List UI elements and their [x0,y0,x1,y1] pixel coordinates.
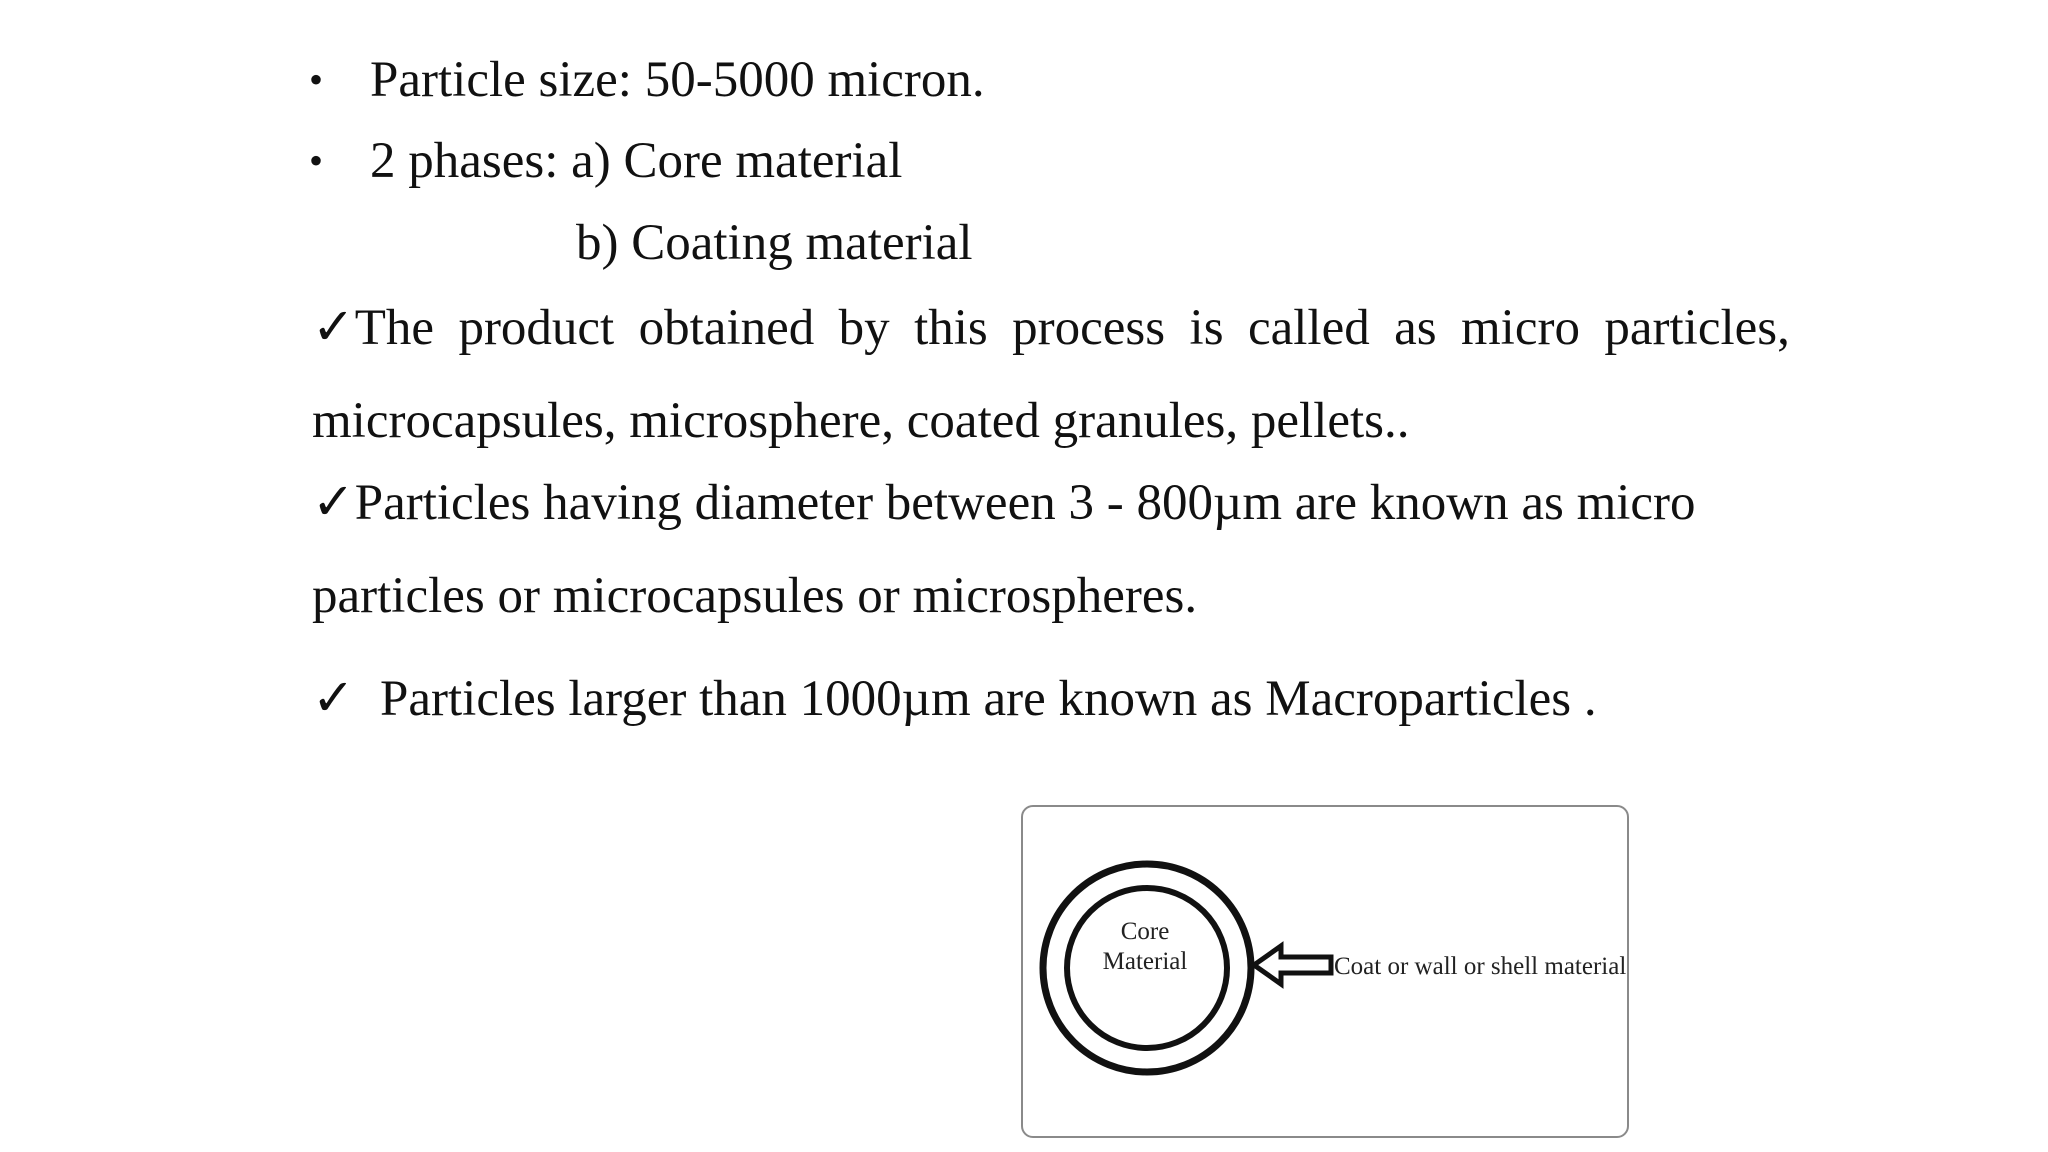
bullet-particle-size: Particle size: 50-5000 micron. [370,52,985,108]
shell-material-label: Coat or wall or shell material [1334,953,1627,980]
word: called [1247,300,1370,356]
bullet-two-phases: 2 phases: a) Core material [370,133,903,189]
word: this [914,300,988,356]
check-micro-continuation: particles or microcapsules or microspheres. [312,568,1198,624]
word: is [1189,300,1224,356]
word: by [838,300,890,356]
microcapsule-diagram [1021,805,1629,1138]
word: particles, [1604,300,1790,356]
word: as [1394,300,1437,356]
core-label-line1: Core [1120,918,1170,945]
check-micro-particles: ✓Particles having diameter between 3 - 800µm are known as micro [312,475,1696,531]
core-label-line2: Material [1102,948,1188,975]
check-product-continuation: microcapsules, microsphere, coated granules, pellets.. [312,393,1410,449]
core-material-label [1085,917,1205,977]
word: micro [1461,300,1580,356]
bullet-mark: • [309,138,324,183]
check-product-line [312,298,1790,358]
word: product [458,300,615,356]
word: process [1012,300,1166,356]
phase-b-coating-material: b) Coating material [576,215,973,271]
arrow-icon [1254,946,1331,984]
word: ✓The [312,300,435,356]
word: obtained [638,300,815,356]
check-macroparticles: Particles larger than 1000µm are known as Macroparticles . [380,671,1597,727]
bullet-mark: • [309,57,324,102]
check-mark: ✓ [312,671,355,727]
